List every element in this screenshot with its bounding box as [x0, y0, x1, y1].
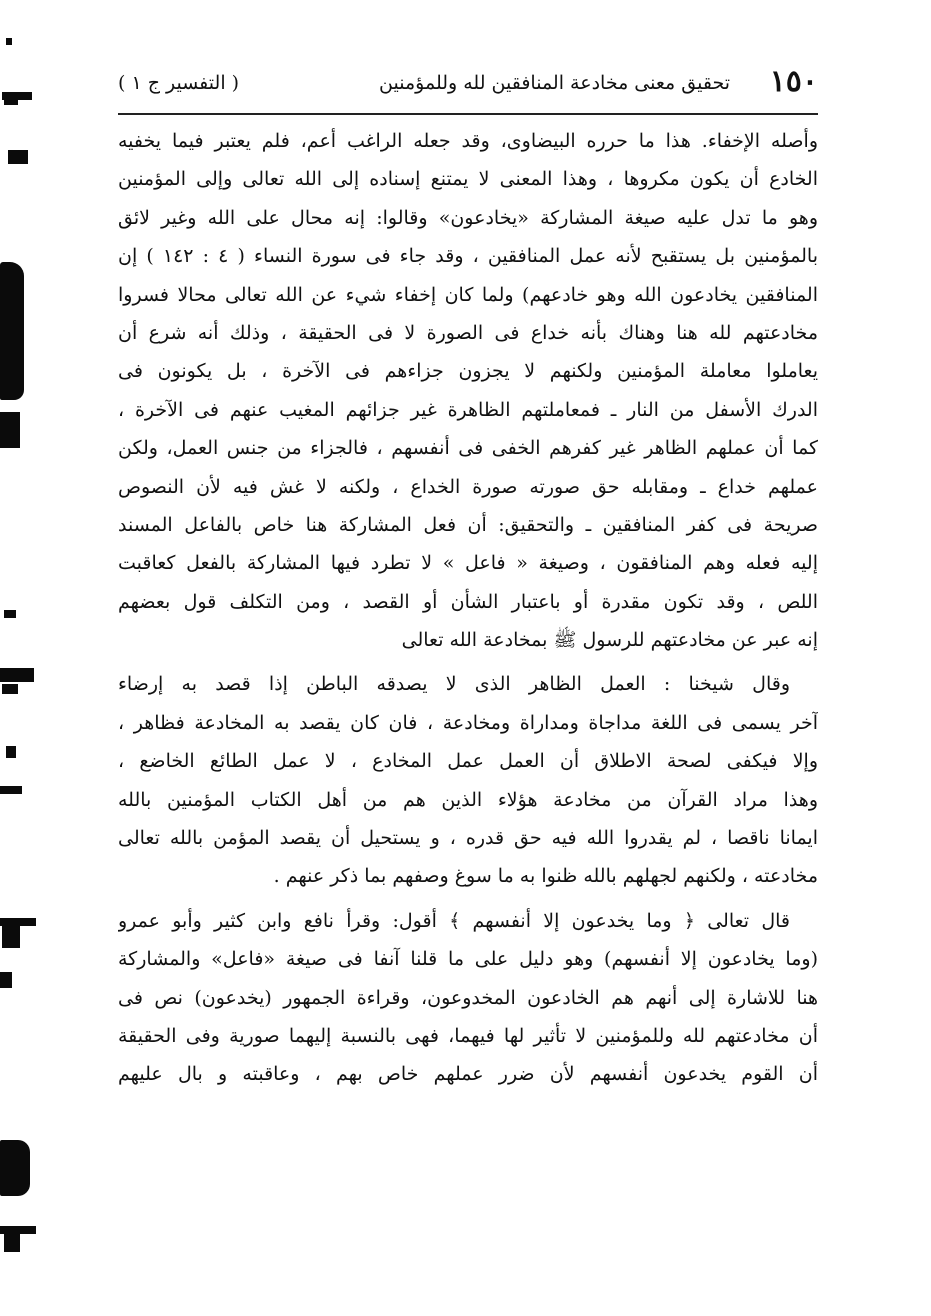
- text-line: عملهم خداع ـ ومقابله حق صورته صورة الخداع ، ولكنه لا غش فيه لأن النصوص: [118, 475, 818, 498]
- text-line: (وما يخادعون إلا أنفسهم) وهو دليل على ما قلنا آنفا فى صيغة «فاعل» والمشاركة: [118, 948, 818, 971]
- text-line: وقال شيخنا : العمل الظاهر الذى لا يصدقه الباطن إذا قصد به إرضاء: [118, 673, 790, 696]
- text-line: آخر يسمى فى اللغة مداجاة ومداراة ومخادعة ، فان كان يقصد به المخادعة فظاهر ،: [118, 711, 818, 734]
- text-line: مخادعته ، ولكنهم لجهلهم بالله ظنوا به ما سوغ وصفهم بما ذكر عنهم .: [273, 865, 818, 888]
- text-line: الخادع أن يكون مكروها ، وهذا المعنى لا يمتنع إسناده إلى الله تعالى وإلى المؤمنين: [118, 168, 818, 191]
- text-line: كما أن عملهم الظاهر غير كفرهم الخفى فى أنفسهم ، فالجزاء من جنس العمل، ولكن: [118, 437, 818, 460]
- scan-binding-edge: [0, 0, 40, 1316]
- text-line: بالمؤمنين بل يستقبح لأنه عمل المنافقين ، وقد جاء فى سورة النساء ( ٤ : ١٤٢ ) إن: [118, 245, 818, 268]
- header-divider: [118, 113, 818, 115]
- volume-reference: ( التفسير ج ١ ): [118, 72, 240, 94]
- text-line: قال تعالى ﴿ وما يخدعون إلا أنفسهم ﴾ أقول: وقرأ نافع وابن كثير وأبو عمرو: [118, 909, 790, 932]
- text-line: وهذا مراد القرآن من مخادعة هؤلاء الذين هم من أهل الكتاب المؤمنين بالله: [118, 788, 818, 811]
- text-line: المنافقين يخادعون الله وهو خادعهم) ولما كان إخفاء شيء عن الله تعالى محالا فسروا: [118, 283, 818, 306]
- text-line: الدرك الأسفل من النار ـ فمعاملتهم الظاهرة غير جزائهم المغيب عنهم فى الآخرة ،: [118, 398, 818, 421]
- text-line: مخادعتهم لله هنا وهناك بأنه خداع فى الصورة لا فى الحقيقة ، وذلك أنه شرع أن: [118, 321, 818, 344]
- page-number: ١٥٠: [769, 64, 818, 99]
- text-line: صريحة فى كفر المنافقين ـ والتحقيق: أن فعل المشاركة هنا خاص بالفاعل المسند: [118, 513, 818, 536]
- text-line: وهو ما تدل عليه صيغة المشاركة «يخادعون» وقالوا: إنه محال على الله وغير لائق: [118, 206, 818, 229]
- text-line: إنه عبر عن مخادعتهم للرسول ﷺ بمخادعة الله تعالى: [401, 629, 818, 652]
- text-line: هنا للاشارة إلى أنهم هم الخادعون المخدوعون، وقراءة الجمهور (يخدعون) نص فى: [118, 986, 818, 1009]
- body-text: [118, 122, 818, 1094]
- text-line: يعاملوا معاملة المؤمنين ولكنهم لا يجزون جزاءهم فى الآخرة ، بل يكونون فى: [118, 360, 818, 383]
- paragraph-3: [118, 902, 818, 1094]
- paragraph-1: [118, 122, 818, 659]
- text-line: أن مخادعتهم لله وللمؤمنين لا تأثير لها فيهما، فهى بالنسبة إليهما صورية وفى الحقيقة: [118, 1024, 818, 1047]
- text-line: اللص ، وقد تكون مقدرة أو باعتبار الشأن أو القصد ، ومن التكلف قول بعضهم: [118, 590, 818, 613]
- text-line: وإلا فيكفى لصحة الاطلاق أن العمل عمل المخادع ، لا عمل الطائع الخاضع ،: [118, 750, 818, 773]
- running-title: تحقيق معنى مخادعة المنافقين لله وللمؤمنين: [379, 72, 730, 94]
- text-line: إليه فعله وهم المنافقون ، وصيغة « فاعل » لا تطرد فيها المشاركة بالفعل كعاقبت: [118, 552, 818, 575]
- paragraph-2: [118, 665, 818, 895]
- text-line: ايمانا ناقصا ، لم يقدروا الله فيه حق قدره ، و يستحيل أن يقصد المؤمن بالله تعالى: [118, 827, 818, 850]
- text-line: أن القوم يخدعون أنفسهم لأن ضرر عملهم خاص بهم ، وعاقبته و بال عليهم: [118, 1063, 818, 1086]
- text-line: وأصله الإخفاء. هذا ما حرره البيضاوى، وقد جعله الراغب أعم، فلم يعتبر فيما يخفيه: [118, 130, 818, 152]
- page-header: [118, 64, 818, 108]
